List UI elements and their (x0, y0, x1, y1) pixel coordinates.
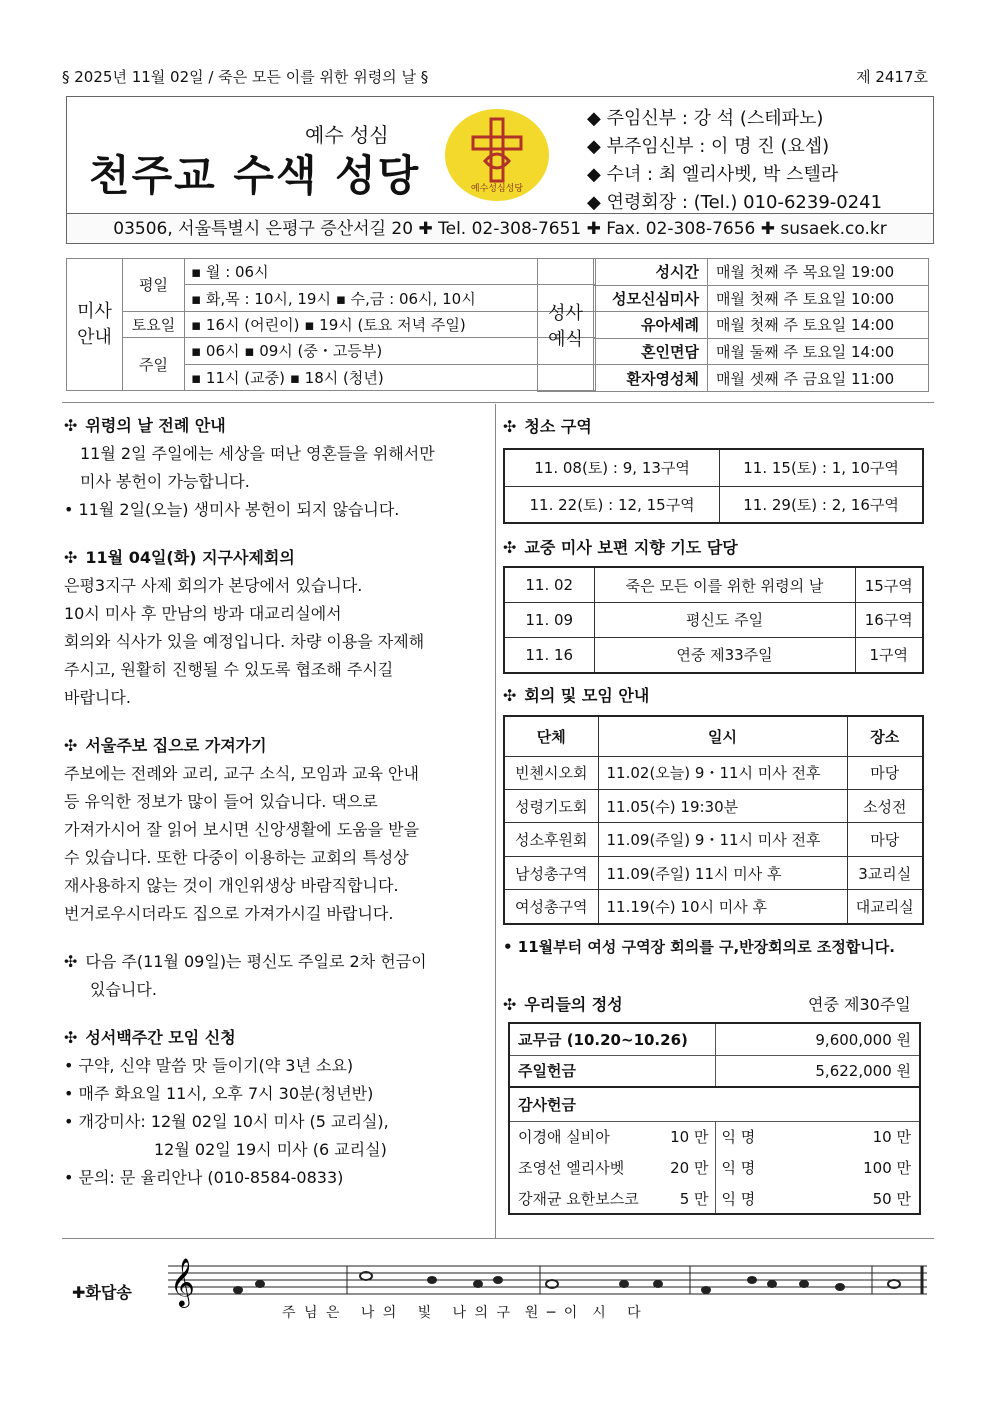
offering-table (508, 1022, 921, 1215)
notice-line: • 개강미사: 12월 02일 10시 미사 (5 교리실), (64, 1112, 389, 1131)
psalm-label: ✚화답송 (72, 1283, 132, 1302)
prayer-event: 죽은 모든 이를 위한 위령의 날 (594, 567, 855, 603)
notice-line: 재사용하지 않는 것이 개인위생상 바람직합니다. (64, 876, 399, 895)
meeting-time: 11.19(수) 10시 미사 후 (598, 890, 847, 924)
notice-line: • 문의: 문 율리안나 (010-8584-0833) (64, 1168, 344, 1187)
prayer-zone: 16구역 (855, 603, 923, 638)
meeting-time: 11.09(주일) 9・11시 미사 전후 (598, 823, 847, 856)
meeting-header: 일시 (598, 716, 847, 756)
saturday-row: ▪ 16시 (어린이) ▪ 19시 (토요 저녁 주일) (185, 311, 596, 337)
notice-line: 미사 봉헌이 가능합니다. (80, 472, 250, 491)
meeting-place: 소성전 (847, 789, 923, 822)
prayer-event: 평신도 주일 (594, 603, 855, 638)
cross-icon: ✣ (64, 952, 78, 971)
meeting-time: 11.02(오늘) 9・11시 미사 전후 (598, 756, 847, 789)
section-title-text: 위령의 날 전례 안내 (85, 416, 226, 435)
meeting-group: 빈첸시오회 (504, 756, 598, 789)
section-title (64, 544, 484, 572)
offering-label: 주일헌금 (509, 1055, 715, 1087)
notice-line: 10시 미사 후 만남의 방과 대교리실에서 (64, 604, 342, 623)
cross-icon: ✣ (64, 1028, 78, 1047)
meeting-place: 3교리실 (847, 856, 923, 889)
offering-week: 연중 제30주일 (808, 995, 911, 1014)
cross-icon: ✣ (64, 736, 78, 755)
meeting-header: 장소 (847, 716, 923, 756)
sacrament-label: 성사 예식 (538, 259, 594, 392)
notice-line: 등 유익한 정보가 많이 들어 있습니다. 댁으로 (64, 792, 378, 811)
meeting-group: 성소후원회 (504, 823, 598, 856)
prayer-zone: 1구역 (855, 637, 923, 673)
notice-line: 회의와 식사가 있을 예정입니다. 차량 이용을 자제해 (64, 632, 425, 651)
donor-amount: 100 만 (863, 1159, 911, 1177)
donor-name: 익 명 (721, 1189, 756, 1208)
notice-text: 다음 주(11월 09일)는 평신도 주일로 2차 헌금이 (85, 952, 427, 971)
staff-funeral: ◆ 연령회장 : (Tel.) 010-6239-0241 (587, 192, 883, 213)
meeting-place: 마당 (847, 756, 923, 789)
sacrament-name: 성시간 (594, 259, 708, 286)
prayer-date: 11. 02 (504, 567, 594, 603)
thanks-label: 감사헌금 (509, 1087, 920, 1121)
church-logo (445, 109, 549, 201)
offering-label: 교무금 (10.20~10.26) (509, 1023, 715, 1055)
weekday-row-1: ▪ 월 : 06시 (185, 259, 596, 285)
cross-icon: ✣ (503, 995, 517, 1014)
church-name: 천주교 수색 성당 (89, 151, 421, 200)
sacrament-schedule (537, 258, 929, 392)
section-title (503, 992, 623, 1015)
left-column (64, 412, 484, 1192)
sacrament-time: 매월 첫째 주 토요일 14:00 (708, 312, 929, 339)
staff-pastor: ◆ 주임신부 : 강 석 (스테파노) (587, 108, 824, 129)
cross-icon: ✣ (503, 686, 517, 705)
prayer-date: 11. 09 (504, 603, 594, 638)
masthead (66, 96, 934, 244)
cross-icon: ✣ (64, 548, 78, 567)
section-title (64, 412, 484, 440)
prayer-date: 11. 16 (504, 637, 594, 673)
section-title (503, 414, 592, 437)
treble-clef-icon: 𝄞 (170, 1257, 195, 1306)
donor-name: 강재균 요한보스코 (518, 1189, 639, 1208)
section-title (503, 535, 738, 558)
sacrament-name: 성모신심미사 (594, 285, 708, 312)
notice-line: 가져가시어 잘 읽어 보시면 신앙생활에 도움을 받을 (64, 820, 420, 839)
meeting-time: 11.09(주일) 11시 미사 후 (598, 856, 847, 889)
cross-icon: ✣ (64, 416, 78, 435)
section-title (503, 683, 649, 706)
meeting-group: 성령기도회 (504, 789, 598, 822)
offering-value: 9,600,000 원 (715, 1023, 920, 1055)
prayer-zone: 15구역 (855, 567, 923, 603)
sacrament-time: 매월 셋째 주 금요일 11:00 (708, 365, 929, 392)
notice-line: 11월 2일 주일에는 세상을 떠난 영혼들을 위해서만 (80, 444, 435, 463)
meeting-header: 단체 (504, 716, 598, 756)
date-text: § 2025년 11월 02일 / 죽은 모든 이를 위한 위령의 날 § (62, 68, 429, 86)
notice-line: • 매주 화요일 11시, 오후 7시 30분(청년반) (64, 1084, 374, 1103)
donor-name: 이경애 실비아 (518, 1128, 610, 1147)
sacrament-name: 환자영성체 (594, 365, 708, 392)
sunday-row-2: ▪ 11시 (교중) ▪ 18시 (청년) (185, 364, 596, 390)
prayer-event: 연중 제33주일 (594, 637, 855, 673)
section-title-text: 회의 및 모임 안내 (524, 686, 650, 705)
notice-line: • 11월 2일(오늘) 생미사 봉헌이 되지 않습니다. (64, 500, 400, 519)
cleaning-cell: 11. 08(토) : 9, 13구역 (504, 449, 720, 486)
meeting-time: 11.05(수) 19:30분 (598, 789, 847, 822)
notice-line: 있습니다. (90, 980, 157, 999)
subtitle: 예수 성심 (305, 123, 389, 147)
meeting-note: • 11월부터 여성 구역장 회의를 구,반장회의로 조정합니다. (503, 938, 895, 956)
notice-line: 수 있습니다. 또한 다중이 이용하는 교회의 특성상 (64, 848, 409, 867)
donor-name: 조영선 엘리사벳 (518, 1159, 625, 1177)
staff-associate: ◆ 부주임신부 : 이 명 진 (요셉) (587, 136, 830, 157)
donor-name: 익 명 (721, 1128, 756, 1147)
mass-label: 미사 안내 (67, 259, 123, 391)
notice-line: 은평3지구 사제 회의가 본당에서 있습니다. (64, 576, 363, 595)
donor-amount: 10 만 (659, 1121, 715, 1152)
sunday-label: 주일 (123, 338, 185, 391)
sacrament-name: 유아세례 (594, 312, 708, 339)
sacrament-time: 매월 둘째 주 토요일 14:00 (708, 338, 929, 365)
section-title (64, 1024, 484, 1052)
section-title (64, 732, 484, 760)
date-line (62, 66, 934, 87)
sacrament-time: 매월 첫째 주 목요일 19:00 (708, 259, 929, 286)
staff-sisters: ◆ 수녀 : 최 엘리사벳, 박 스텔라 (587, 164, 839, 185)
logo-text: 예수성심성당 (470, 184, 524, 194)
psalm-lyrics: 주 님 은 나 의 빛 나 의 구 원 ─ 이 시 다 (282, 1305, 643, 1321)
notice-line (64, 948, 484, 976)
cleaning-cell: 11. 15(토) : 1, 10구역 (720, 449, 923, 486)
notice-line: 주시고, 원활히 진행될 수 있도록 협조해 주시길 (64, 660, 394, 679)
address-bar: 03506, 서울특별시 은평구 증산서길 20 ✚ Tel. 02-308-7651 ✚ Fax. 02-308-7656 ✚ susaek.co.kr (67, 213, 933, 243)
section-title-text: 교중 미사 보편 지향 기도 담당 (524, 538, 738, 557)
divider (62, 1238, 934, 1239)
sacrament-name: 혼인면담 (594, 338, 708, 365)
meeting-place: 마당 (847, 823, 923, 856)
section-title-text: 서울주보 집으로 가져가기 (85, 736, 267, 755)
divider (62, 402, 934, 403)
cleaning-cell: 11. 22(토) : 12, 15구역 (504, 486, 720, 523)
staff-list (587, 105, 882, 217)
section-title-text: 청소 구역 (524, 417, 592, 436)
section-title-text: 성서백주간 모임 신청 (85, 1028, 236, 1047)
meeting-table (503, 715, 924, 925)
donor-amount: 10 만 (872, 1128, 911, 1147)
cross-icon: ✣ (503, 417, 517, 436)
weekday-row-2: ▪ 화,목 : 10시, 19시 ▪ 수,금 : 06시, 10시 (185, 285, 596, 311)
cross-icon: ✣ (503, 538, 517, 557)
column-divider (495, 404, 496, 1238)
sacrament-time: 매월 첫째 주 토요일 10:00 (708, 285, 929, 312)
offering-value: 5,622,000 원 (715, 1055, 920, 1087)
issue-number: 제 2417호 (856, 68, 928, 86)
donor-amount: 50 만 (872, 1189, 911, 1208)
mass-schedule (66, 258, 596, 391)
notice-line: 바랍니다. (64, 688, 131, 707)
meeting-group: 여성총구역 (504, 890, 598, 924)
cleaning-cell: 11. 29(토) : 2, 16구역 (720, 486, 923, 523)
notice-line: • 구약, 신약 말씀 맛 들이기(약 3년 소요) (64, 1056, 354, 1075)
notice-line: 번거로우시더라도 집으로 가져가시길 바랍니다. (64, 904, 394, 923)
sunday-row-1: ▪ 06시 ▪ 09시 (중・고등부) (185, 338, 596, 364)
meeting-place: 대교리실 (847, 890, 923, 924)
psalm-score (62, 1248, 934, 1328)
section-title-text: 11월 04일(화) 지구사제회의 (85, 548, 295, 567)
meeting-group: 남성총구역 (504, 856, 598, 889)
notice-line: 12월 02일 19시 미사 (6 교리실) (154, 1140, 387, 1159)
donor-amount: 5 만 (659, 1183, 715, 1214)
saturday-label: 토요일 (123, 311, 185, 337)
weekday-label: 평일 (123, 259, 185, 312)
donor-amount: 20 만 (659, 1152, 715, 1183)
section-title-text: 우리들의 정성 (524, 995, 623, 1014)
prayer-table (503, 566, 924, 674)
notice-line: 주보에는 전례와 교리, 교구 소식, 모임과 교육 안내 (64, 764, 419, 783)
cleaning-table (503, 448, 924, 524)
donor-name: 익 명 (721, 1159, 756, 1177)
